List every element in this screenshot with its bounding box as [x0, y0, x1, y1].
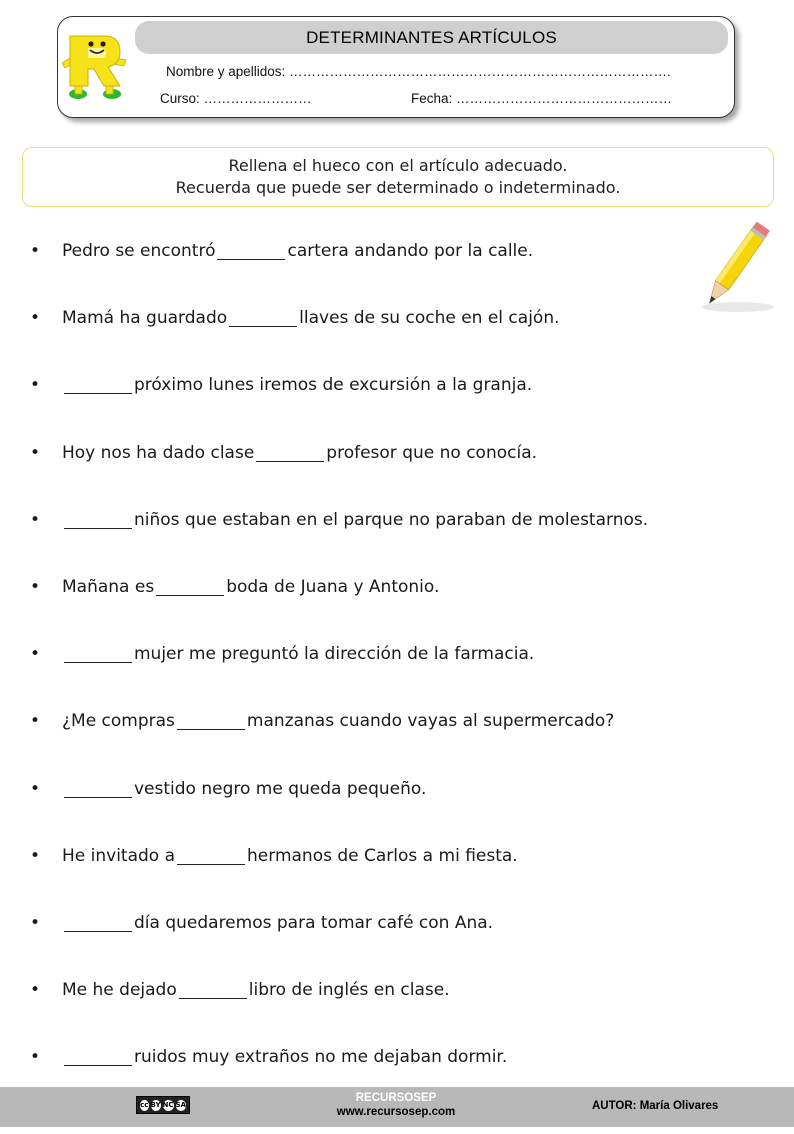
- sentence-end: ruidos muy extraños no me dejaban dormir.: [134, 1047, 508, 1067]
- sentence-start: ¿Me compras: [62, 711, 175, 731]
- bullet-icon: •: [30, 241, 41, 261]
- exercise-item: [30, 305, 560, 331]
- sentence-end: llaves de su coche en el cajón.: [299, 308, 560, 328]
- bullet-icon: •: [30, 1047, 41, 1067]
- answer-blank[interactable]: [64, 377, 132, 394]
- exercise-item: [30, 708, 614, 734]
- name-field[interactable]: Nombre y apellidos: ………………………………………………………………………….: [166, 64, 671, 79]
- nc-badge: NC: [162, 1100, 174, 1109]
- bullet-icon: •: [30, 443, 41, 463]
- bullet-icon: •: [30, 711, 41, 731]
- footer-author: AUTOR: María Olivares: [592, 1100, 719, 1112]
- instructions-box: [22, 147, 774, 207]
- sentence-start: Me he dejado: [62, 980, 177, 1000]
- instruction-line-2: Recuerda que puede ser determinado o indeterminado.: [175, 178, 621, 197]
- bullet-icon: •: [30, 644, 41, 664]
- sentence-end: próximo lunes iremos de excursión a la granja.: [134, 375, 533, 395]
- bullet-icon: •: [30, 308, 41, 328]
- answer-blank[interactable]: [64, 781, 132, 798]
- answer-blank[interactable]: [156, 579, 224, 596]
- sentence-start: He invitado a: [62, 846, 176, 866]
- bullet-icon: •: [30, 913, 41, 933]
- bullet-icon: •: [30, 510, 41, 530]
- bullet-icon: •: [30, 375, 41, 395]
- worksheet-title: DETERMINANTES ARTÍCULOS: [135, 21, 728, 54]
- sentence-end: hermanos de Carlos a mi fiesta.: [247, 846, 518, 866]
- exercise-item: [30, 776, 426, 802]
- creative-commons-license-icon: [136, 1096, 190, 1114]
- exercise-item: [30, 372, 532, 398]
- exercise-item: [30, 440, 537, 466]
- sentence-start: Mamá ha guardado: [62, 308, 228, 328]
- sentence-end: cartera andando por la calle.: [287, 241, 534, 261]
- answer-blank[interactable]: [64, 915, 132, 932]
- exercise-item: [30, 641, 534, 667]
- exercise-item: [30, 238, 533, 264]
- sentence-end: manzanas cuando vayas al supermercado?: [246, 711, 615, 731]
- sentence-start: Mañana es: [62, 577, 155, 597]
- sentence-end: día quedaremos para tomar café con Ana.: [134, 913, 494, 933]
- answer-blank[interactable]: [177, 848, 245, 865]
- cc-badge: cc: [140, 1100, 149, 1109]
- answer-blank[interactable]: [64, 1049, 132, 1066]
- sentence-start: Hoy nos ha dado clase: [62, 443, 255, 463]
- exercise-item: [30, 507, 648, 533]
- exercise-item: [30, 910, 493, 936]
- mascot-logo-icon: [60, 30, 132, 102]
- answer-blank[interactable]: [179, 982, 247, 999]
- by-badge: BY: [150, 1100, 161, 1109]
- sentence-end: niños que estaban en el parque no paraban de molestarnos.: [134, 510, 649, 530]
- exercise-item: [30, 1044, 507, 1070]
- answer-blank[interactable]: [64, 512, 132, 529]
- exercise-item: [30, 574, 439, 600]
- exercise-item: [30, 977, 450, 1003]
- sentence-end: profesor que no conocía.: [326, 443, 538, 463]
- answer-blank[interactable]: [217, 243, 285, 260]
- answer-blank[interactable]: [229, 310, 297, 327]
- instruction-line-1: Rellena el hueco con el artículo adecuado.: [228, 156, 568, 175]
- sa-badge: SA: [175, 1100, 186, 1109]
- bullet-icon: •: [30, 846, 41, 866]
- pencil-icon: [690, 215, 780, 320]
- footer-brand: RECURSOSEP: [355, 1092, 437, 1104]
- answer-blank[interactable]: [177, 713, 245, 730]
- sentence-start: Pedro se encontró: [62, 241, 216, 261]
- footer: [0, 1087, 794, 1127]
- footer-website-link[interactable]: www.recursosep.com: [336, 1106, 456, 1118]
- answer-blank[interactable]: [256, 445, 324, 462]
- bullet-icon: •: [30, 779, 41, 799]
- sentence-end: mujer me preguntó la dirección de la farmacia.: [134, 644, 535, 664]
- answer-blank[interactable]: [64, 646, 132, 663]
- sentence-end: boda de Juana y Antonio.: [226, 577, 440, 597]
- course-field[interactable]: Curso: ……………………: [160, 91, 312, 106]
- sentence-end: vestido negro me queda pequeño.: [134, 779, 427, 799]
- bullet-icon: •: [30, 980, 41, 1000]
- sentence-end: libro de inglés en clase.: [248, 980, 450, 1000]
- footer-brand-block: [310, 1091, 482, 1119]
- date-field[interactable]: Fecha: …………………………………………: [411, 91, 673, 106]
- bullet-icon: •: [30, 577, 41, 597]
- exercise-item: [30, 843, 518, 869]
